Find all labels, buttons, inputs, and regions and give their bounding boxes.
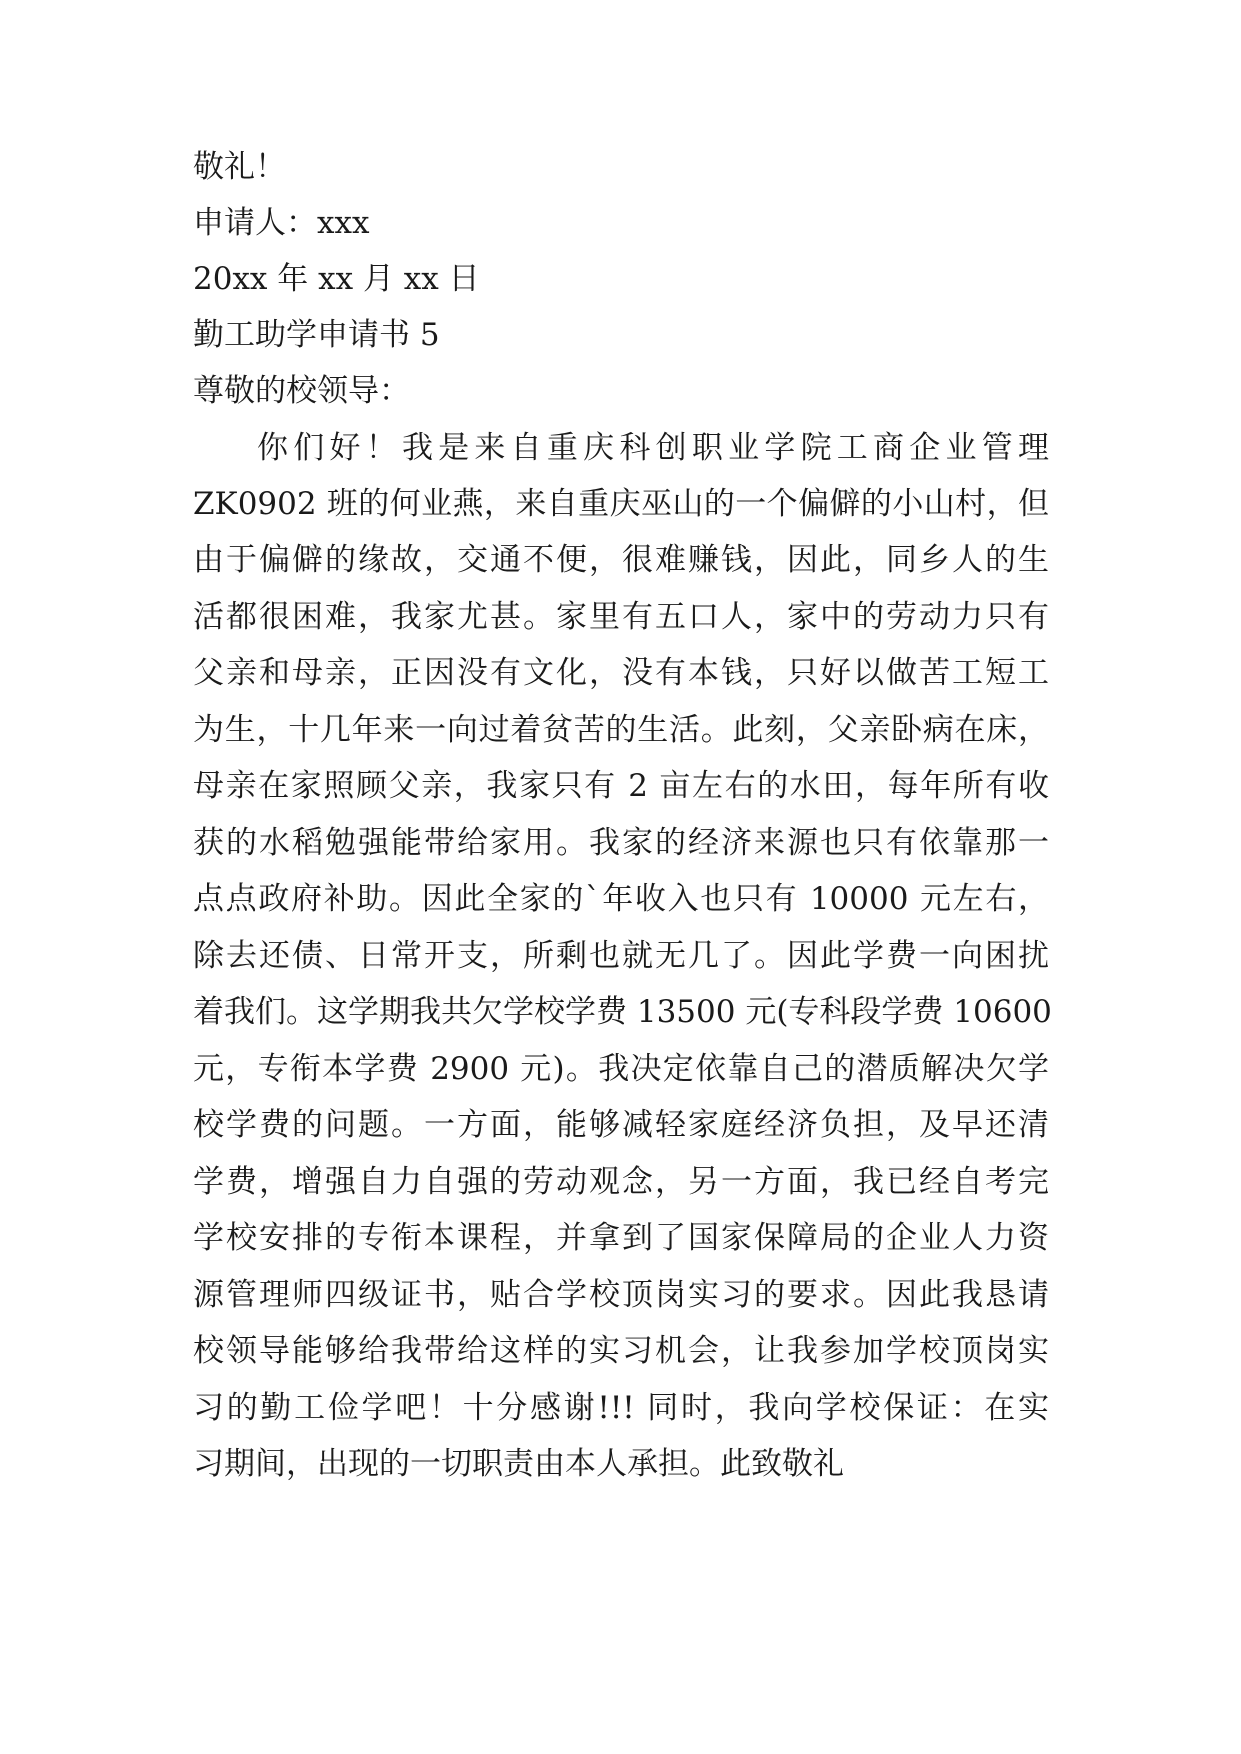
body-line: 活都很困难，我家尤甚。家里有五口人，家中的劳动力只有	[193, 599, 1049, 635]
body-line: 习的勤工俭学吧！十分感谢!!! 同时，我向学校保证：在实	[193, 1390, 1049, 1426]
body-line: ZK0902 班的何业燕，来自重庆巫山的一个偏僻的小山村，但	[193, 486, 1049, 522]
body-line: 校学费的问题。一方面，能够减轻家庭经济负担，及早还清	[193, 1107, 1049, 1143]
body-line: 你们好！我是来自重庆科创职业学院工商企业管理	[257, 430, 1049, 466]
body-line: 学校安排的专衔本课程，并拿到了国家保障局的企业人力资	[193, 1220, 1049, 1256]
body-line: 学费，增强自力自强的劳动观念，另一方面，我已经自考完	[193, 1164, 1049, 1200]
body-line: 源管理师四级证书，贴合学校顶岗实习的要求。因此我恳请	[193, 1277, 1049, 1313]
body-line: 由于偏僻的缘故，交通不便，很难赚钱，因此，同乡人的生	[193, 542, 1049, 578]
closing-salutation: 敬礼！	[193, 149, 286, 185]
body-line: 校领导能够给我带给这样的实习机会，让我参加学校顶岗实	[193, 1333, 1049, 1369]
body-line: 元，专衔本学费 2900 元)。我决定依靠自己的潜质解决欠学	[193, 1051, 1049, 1087]
date-line: 20xx 年 xx 月 xx 日	[193, 261, 480, 297]
body-line: 习期间，出现的一切职责由本人承担。此致敬礼	[193, 1446, 844, 1482]
body-line: 为生，十几年来一向过着贫苦的生活。此刻，父亲卧病在床，	[193, 712, 1049, 748]
body-line: 父亲和母亲，正因没有文化，没有本钱，只好以做苦工短工	[193, 655, 1049, 691]
document-title: 勤工助学申请书 5	[193, 317, 440, 353]
body-line: 着我们。这学期我共欠学校学费 13500 元(专科段学费 10600	[193, 994, 1052, 1030]
body-line: 除去还债、日常开支，所剩也就无几了。因此学费一向困扰	[193, 938, 1049, 974]
body-line: 点点政府补助。因此全家的`年收入也只有 10000 元左右，	[193, 881, 1049, 917]
greeting-line: 尊敬的校领导：	[193, 373, 410, 409]
body-line: 母亲在家照顾父亲，我家只有 2 亩左右的水田，每年所有收	[193, 768, 1049, 804]
body-line: 获的水稻勉强能带给家用。我家的经济来源也只有依靠那一	[193, 825, 1049, 861]
applicant-line: 申请人：xxx	[193, 205, 370, 241]
